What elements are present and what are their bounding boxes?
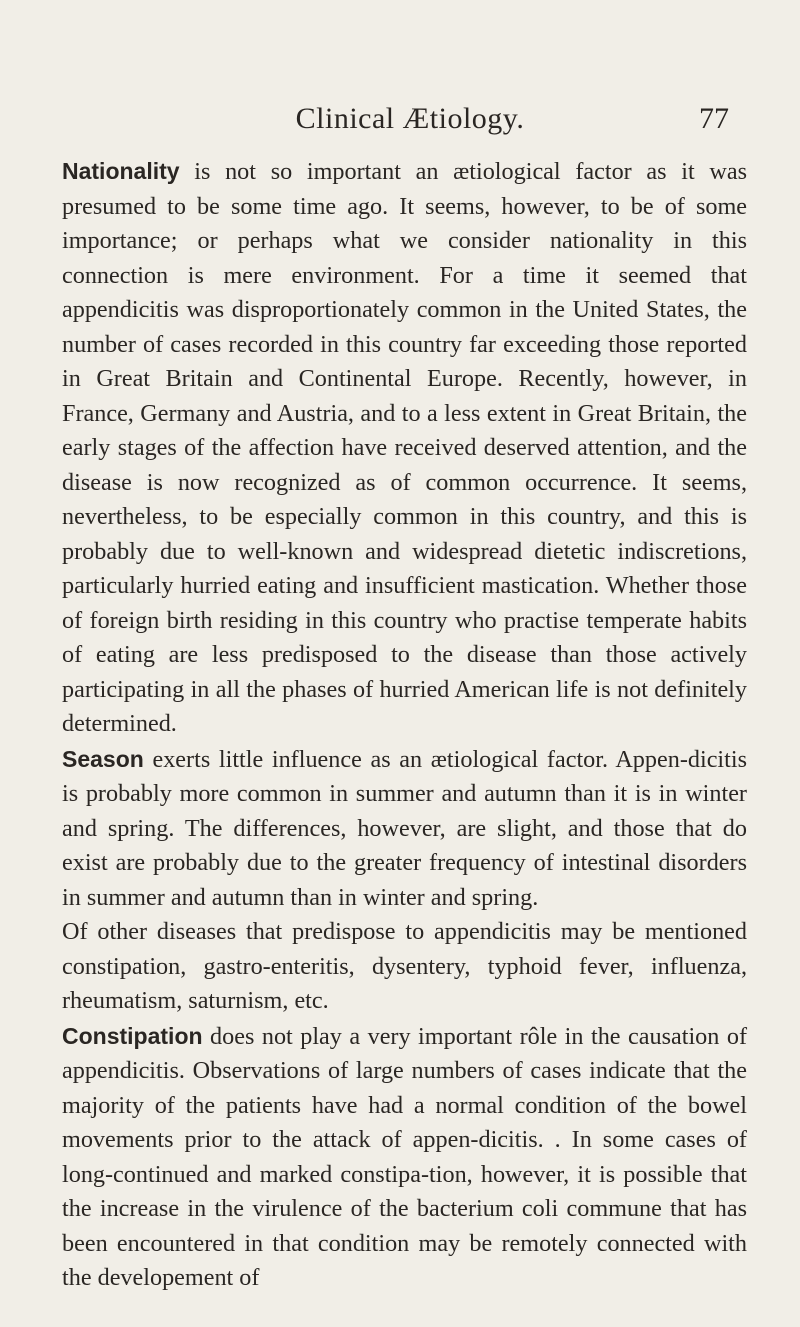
paragraph-text-other-diseases: Of other diseases that predispose to appendicitis may be mentioned constipation, gastro-enteritis, dysentery, typhoid fever, influenza, rheumatism, saturnism, etc. [62, 918, 747, 1014]
paragraph-other-diseases [62, 915, 747, 1019]
paragraph-text-constipation: does not play a very important rôle in the causation of appendicitis. Observations of large numbers of cases indicate that the majority of the patients have had a normal condition of the bowel movements prior to the attack of appen-dicitis. . In some cases of long-continued and marked constipa-tion, however, it is possible that the increase in the virulence of the bacterium coli commune that has been encountered in that condition may be remotely connected with the developement of [62, 1022, 747, 1291]
paragraph-heading-season: Season [62, 745, 144, 772]
paragraph-text-nationality: is not so important an ætiological factor as it was presumed to be some time ago. It seems, however, to be of some importance; or perhaps what we consider nationality in this connection is mere environment. For a time it seemed that appendicitis was disproportionately common in the United States, the number of cases recorded in this country far exceeding those reported in Great Britain and Continental Europe. Recently, however, in France, Germany and Austria, and to a less extent in Great Britain, the early stages of the affection have received deserved attention, and the disease is now recognized as of common occurrence. It seems, nevertheless, to be especially common in this country, and this is probably due to well-known and widespread dietetic indiscretions, particularly hurried eating and insufficient mastication. Whether those of foreign birth residing in this country who practise temperate habits of eating are less predisposed to the disease than those actively participating in all the phases of hurried American life is not definitely determined. [62, 158, 747, 737]
body-text [62, 154, 747, 1296]
paragraph-constipation [62, 1019, 747, 1296]
running-head [0, 96, 800, 146]
paragraph-season [62, 742, 747, 916]
page-number: 77 [699, 102, 729, 135]
paragraph-nationality [62, 154, 747, 742]
running-head-title: Clinical Ætiology. [295, 102, 525, 135]
paragraph-text-season: exerts little influence as an ætiological factor. Appen-dicitis is probably more common in summer and autumn than it is in winter and spring. The differences, however, are slight, and those that do exist are probably due to the greater frequency of intestinal disorders in summer and autumn than in winter and spring. [62, 745, 747, 911]
paragraph-heading-constipation: Constipation [62, 1022, 203, 1049]
paragraph-heading-nationality: Nationality [62, 158, 180, 184]
